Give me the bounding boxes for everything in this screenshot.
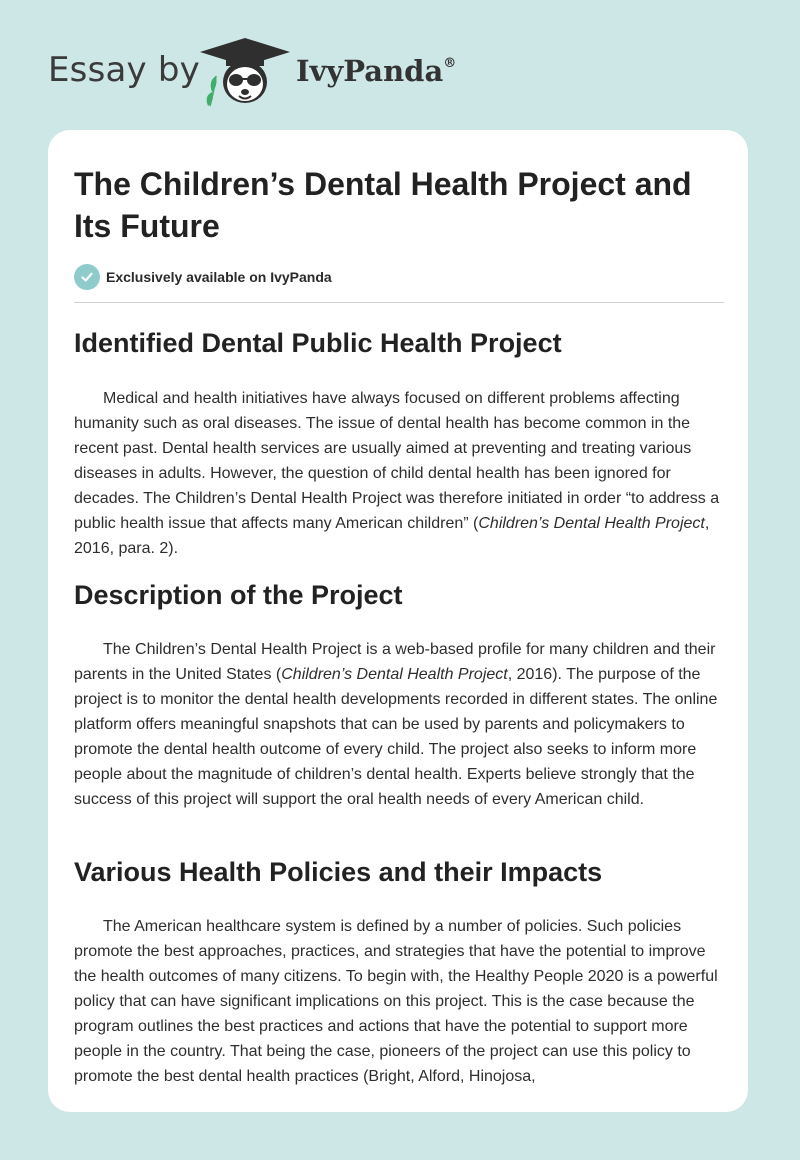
essay-card [48,130,748,1112]
badge-text: Exclusively available on IvyPanda [106,269,332,285]
check-icon [74,264,100,290]
brand-text: IvyPanda [296,54,444,88]
brand-name[interactable] [296,54,456,88]
registered-mark: ® [443,56,457,71]
section-paragraph: The Children’s Dental Health Project is a web-based profile for many children and their parents in the United States (Children’s Dental Health Project, 2016). The purpose of the project is to monitor the dental health developments recorded in different states. The online platform offers meaningful snapshots that can be used by parents and policymakers to promote the dental health outcome of every child. The project also seeks to inform more people about the magnitude of children’s dental health. Experts believe strongly that the success of this project will support the oral health needs of every American child. [74,641,718,808]
section-heading: Description of the Project [74,580,403,610]
section-heading: Various Health Policies and their Impacts [74,857,603,887]
page-title: The Children’s Dental Health Project and Its Future [74,166,692,244]
exclusive-badge [74,263,332,291]
section-paragraph: The American healthcare system is defined by a number of policies. Such policies promote the best approaches, practices, and strategies that have the potential to improve the health outcomes of many citizens. To begin with, the Healthy People 2020 is a powerful policy that can have significant implications on this project. This is the case because the program outlines the best practices and actions that have the potential to support more people in the country. That being the case, pioneers of the project can use this policy to promote the best dental health practices (Bright, Alford, Hinojosa, [74,918,718,1085]
divider [74,302,724,303]
section-paragraph: Medical and health initiatives have always focused on different problems affecting humanity such as oral diseases. The issue of dental health has become common in the recent past. Dental health services are usually aimed at preventing and treating various diseases in adults. However, the question of child dental health has been ignored for decades. The Children’s Dental Health Project was therefore initiated in order “to address a public health issue that affects many American children” (Children’s Dental Health Project, 2016, para. 2). [74,390,720,557]
citation-title: Children’s Dental Health Project [478,515,705,532]
citation-title: Children’s Dental Health Project [281,666,508,683]
section-heading: Identified Dental Public Health Project [74,328,562,358]
site-header [0,0,800,130]
panda-logo-icon[interactable] [198,36,293,108]
essay-by-label: Essay by [48,50,200,90]
